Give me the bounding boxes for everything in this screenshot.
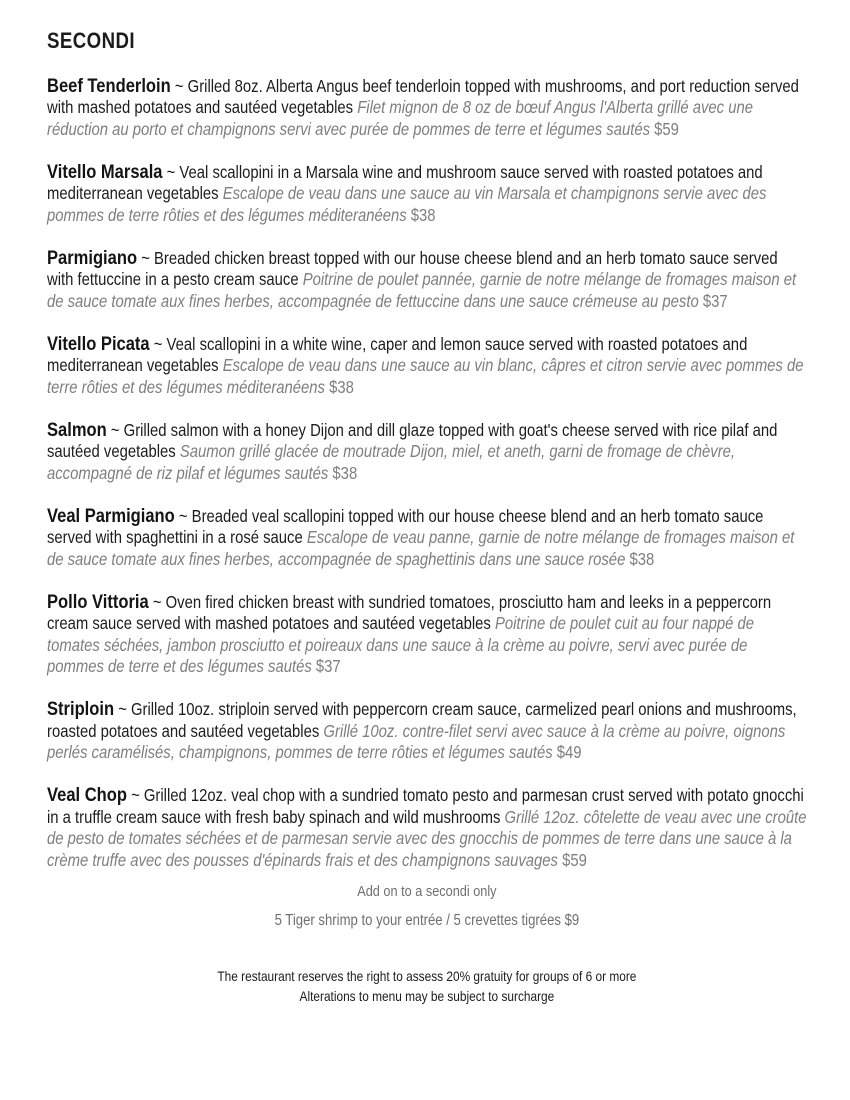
dish-description-fr: Poitrine de poulet pannée, garnie de notre mélange de fromages maison et de sauce tomate aux fines herbes, accompagnée de fettuccine dans une sauce crémeuse au pesto	[47, 269, 797, 311]
menu-item-vitello-picata	[47, 334, 807, 399]
dish-price: $37	[315, 656, 341, 676]
menu-item-parmigiano	[47, 248, 807, 313]
dish-description-fr: Escalope de veau dans une sauce au vin Marsala et champignons servie avec des pommes de terre rôties et des légumes méditeranéens	[47, 183, 767, 225]
dish-description-en: ~ Grilled 10oz. striploin served with peppercorn cream sauce, carmelized pearl onions and mushrooms, roasted potatoes and sautéed vegetables	[47, 699, 797, 741]
dish-price: $49	[556, 742, 582, 762]
dish-description-fr: Escalope de veau dans une sauce au vin blanc, câpres et citron servie avec pommes de terre rôties et des légumes méditeranéens	[47, 355, 804, 397]
dish-description-fr: Grillé 10oz. contre-filet servi avec sauce à la crème au poivre, oignons perlés caramélisés, champignons, pommes de terre rôties et légumes sautés	[47, 720, 786, 762]
footer	[47, 966, 807, 1006]
dish-description-en: ~ Grilled 8oz. Alberta Angus beef tenderloin topped with mushrooms, and port reduction served with mashed potatoes and sautéed vegetables	[47, 75, 799, 117]
dish-price: $38	[410, 204, 436, 225]
dish-description-fr: Escalope de veau panne, garnie de notre mélange de fromages maison et de sauce tomate aux fines herbes, accompagnée de spaghettinis dans une sauce rosée	[47, 527, 795, 569]
dish-description-fr: Grillé 12oz. côtelette de veau avec une croûte de pesto de tomates séchées et de parmesan servie avec des gnocchis de pommes de terre dans une sauce à la crème truffe avec des pousses d'épinards frais et des champignons sauvages	[47, 806, 807, 870]
dish-name: Beef Tenderloin	[47, 74, 171, 97]
menu-content	[47, 28, 807, 1006]
dish-description-fr: Poitrine de poulet cuit au four nappé de tomates séchées, jambon prosciutto et poireaux dans une sauce à la crème au poivre, servi avec purée de pommes de terre et des légumes sautés	[47, 613, 755, 676]
dish-name: Vitello Picata	[47, 332, 150, 355]
dish-name: Parmigiano	[47, 246, 138, 269]
menu-item-beef-tenderloin	[47, 76, 807, 141]
dish-name: Veal Chop	[47, 784, 127, 806]
dish-description-fr: Saumon grillé glacée de moutrade Dijon, miel, et aneth, garni de fromage de chèvre, accompagné de riz pilaf et légumes sautés	[47, 441, 736, 483]
dish-description-en: ~ Grilled salmon with a honey Dijon and dill glaze topped with goat's cheese served with rice pilaf and sautéed vegetables	[47, 419, 778, 461]
dish-description-en: ~ Grilled 12oz. veal chop with a sundried tomato pesto and parmesan crust served with potato gnocchi in a truffle cream sauce with fresh baby spinach and wild mushrooms	[47, 785, 804, 827]
menu-item-veal-parmigiano	[47, 506, 807, 571]
dish-description-en: ~ Veal scallopini in a white wine, caper and lemon sauce served with roasted potatoes and mediterranean vegetables	[47, 333, 748, 375]
dish-name: Veal Parmigiano	[47, 504, 175, 527]
gratuity-notice: The restaurant reserves the right to assess 20% gratuity for groups of 6 or more	[217, 968, 637, 984]
menu-item-pollo-vittoria	[47, 592, 807, 678]
menu-item-salmon	[47, 420, 807, 485]
dish-description-en: ~ Breaded chicken breast topped with our house cheese blend and an herb tomato sauce served with fettuccine in a pesto cream sauce	[47, 247, 778, 289]
dish-price: $38	[629, 548, 655, 569]
dish-price: $38	[329, 376, 354, 397]
dish-description-en: ~ Veal scallopini in a Marsala wine and mushroom sauce served with roasted potatoes and mediterranean vegetables	[47, 161, 763, 203]
dish-description-fr: Filet mignon de 8 oz de bœuf Angus l'Alberta grillé avec une réduction au porto et champignons servi avec purée de pommes de terre et légumes sautés	[47, 97, 753, 139]
dish-name: Salmon	[47, 418, 107, 441]
dish-price: $59	[654, 118, 679, 139]
dish-name: Striploin	[47, 698, 115, 720]
dish-price: $59	[562, 849, 587, 870]
addon-item: 5 Tiger shrimp to your entrée / 5 crevettes tigrées $9	[274, 912, 580, 929]
alterations-notice: Alterations to menu may be subject to surcharge	[299, 988, 555, 1004]
addon-heading: Add on to a secondi only	[357, 883, 497, 900]
dish-name: Pollo Vittoria	[47, 590, 149, 613]
menu-item-veal-chop	[47, 785, 807, 871]
dish-name: Vitello Marsala	[47, 160, 163, 183]
dish-price: $37	[702, 290, 728, 311]
dish-price: $38	[332, 462, 358, 483]
dish-description-en: ~ Oven fired chicken breast with sundried tomatoes, prosciutto ham and leeks in a peppercorn cream sauce served with mashed potatoes and sautéed vegetables	[47, 591, 772, 633]
page-title: SECONDI	[47, 28, 135, 53]
menu-item-vitello-marsala	[47, 162, 807, 227]
dish-description-en: ~ Breaded veal scallopini topped with our house cheese blend and an herb tomato sauce served with spaghettini in a rosé sauce	[47, 505, 764, 547]
menu-item-striploin	[47, 699, 807, 764]
